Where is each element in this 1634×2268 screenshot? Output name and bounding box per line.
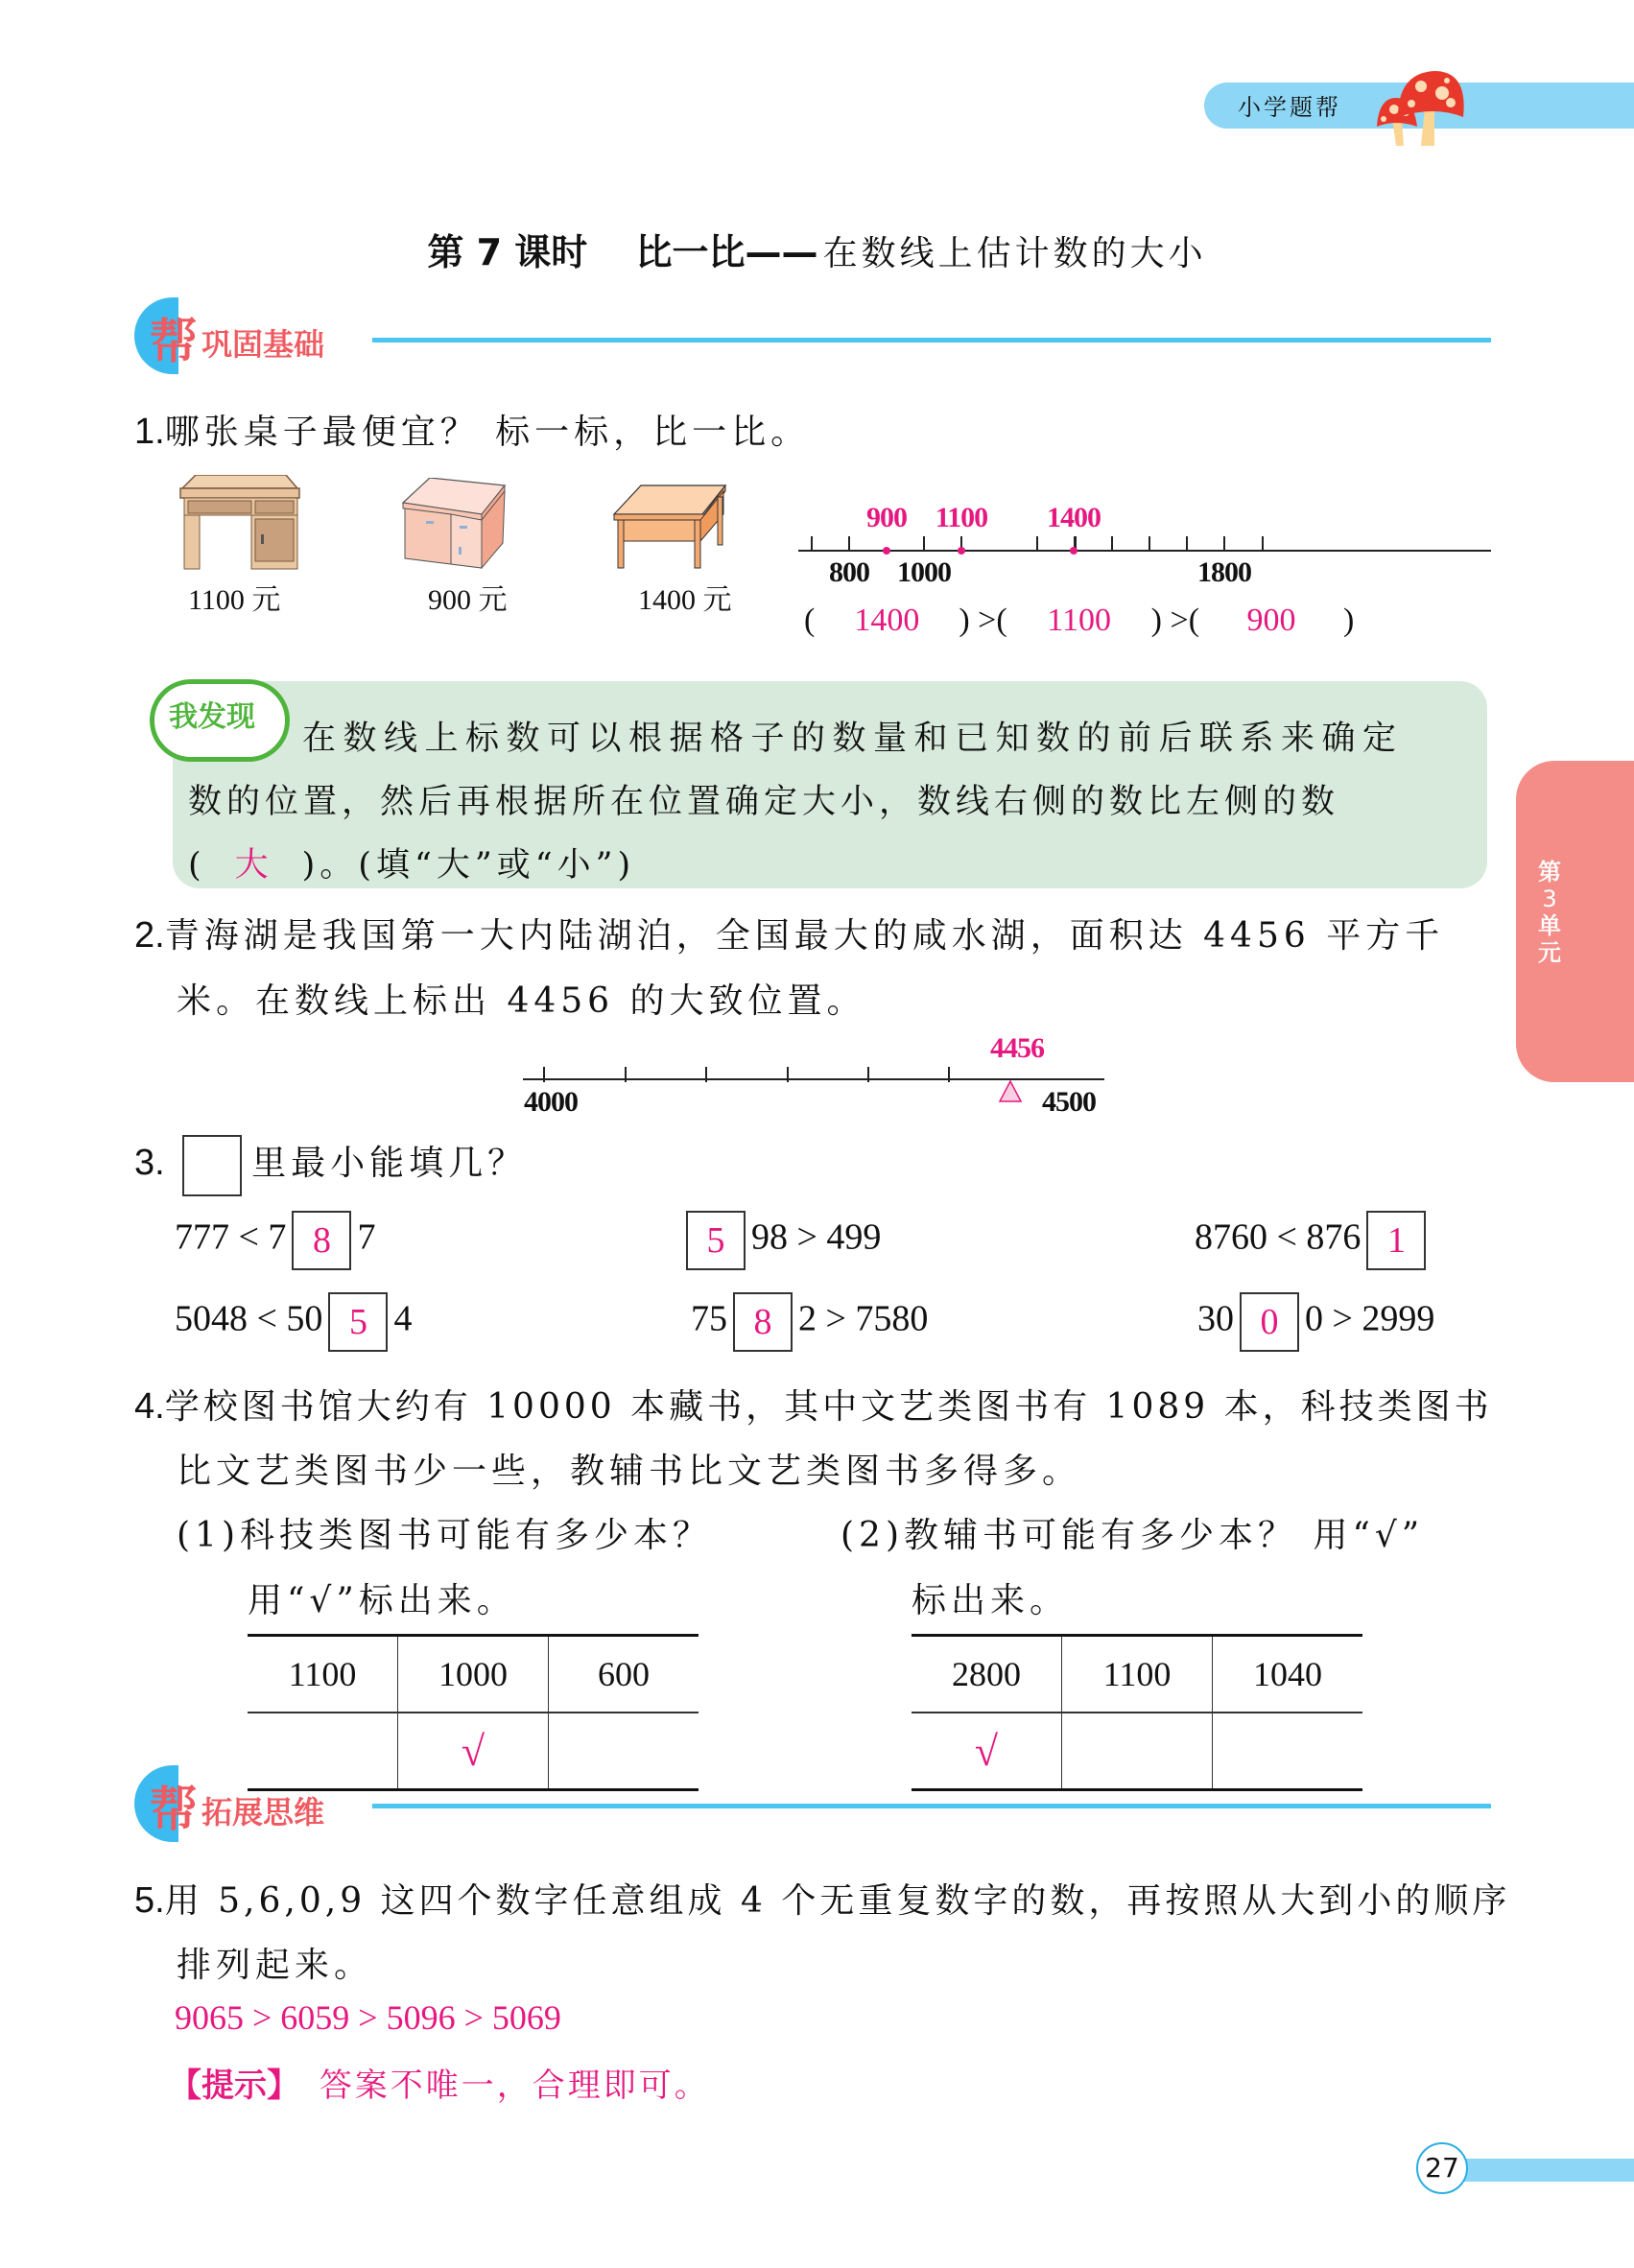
- nl-mark-900: 900: [866, 502, 907, 533]
- hint-text: 答案不唯一，合理即可。: [319, 2067, 710, 2105]
- q3-item-6: 30 0 0 > 2999: [1197, 1292, 1434, 1352]
- section-divider: [372, 1804, 1491, 1808]
- section-bang: 帮: [150, 1782, 198, 1837]
- section-title: 拓展思维: [201, 1794, 325, 1831]
- page-title: [0, 223, 1634, 275]
- question-2-line-2: 米。在数线上标出 4456 的大致位置。: [177, 981, 866, 1021]
- check-cell[interactable]: √: [398, 1713, 549, 1790]
- question-1: 1.哪张桌子最便宜？ 标一标，比一比。: [134, 412, 811, 452]
- hint-label: 【提示】: [169, 2067, 299, 2105]
- answer-box: 0: [1240, 1292, 1299, 1352]
- nl-label-4500: 4500: [1042, 1086, 1096, 1118]
- q4-sub1-line-2: 用“√”标出来。: [248, 1581, 516, 1620]
- brand-label: 小学题帮: [1238, 94, 1341, 121]
- question-4-line-2: 比文艺类图书少一些，教辅书比文艺类图书多得多。: [177, 1452, 1082, 1491]
- desk-price-2: 900 元: [428, 584, 508, 616]
- desk-price-1: 1100 元: [188, 584, 281, 616]
- q3-item-3: 8760 < 876 1: [1195, 1211, 1432, 1270]
- question-3: 3. 里最小能填几？: [134, 1135, 527, 1196]
- mushroom-icon: [1358, 59, 1468, 148]
- table-header: 2800: [912, 1636, 1062, 1713]
- q3-item-4: 5048 < 50 5 4: [175, 1292, 412, 1352]
- table-header: 1100: [1062, 1636, 1213, 1713]
- table-header: 1100: [248, 1636, 398, 1713]
- table-header: 1040: [1213, 1636, 1363, 1713]
- desk-image-1: [173, 475, 307, 571]
- question-5-line-2: 排列起来。: [177, 1946, 374, 1985]
- check-cell[interactable]: [1213, 1713, 1363, 1790]
- question-5-line-1: 5.用 5,6,0,9 这四个数字任意组成 4 个无重复数字的数，再按照从大到小的顺序: [134, 1880, 1511, 1921]
- check-cell[interactable]: [1062, 1713, 1213, 1790]
- lesson-number: 第 7 课时: [427, 231, 588, 273]
- answer-box: 8: [733, 1292, 793, 1352]
- nl-label-1000: 1000: [897, 556, 951, 588]
- triangle-marker-icon: [999, 1080, 1022, 1103]
- discovery-line-1: 在数线上标数可以根据格子的数量和已知数的前后联系来确定: [302, 720, 1404, 758]
- discovery-line-2: 数的位置，然后再根据所在位置确定大小，数线右侧的数比左侧的数: [188, 783, 1340, 821]
- compare-row: ( 1400 ) >( 1100 ) >( 900 ): [804, 602, 1355, 638]
- desk-price-3: 1400 元: [638, 584, 732, 616]
- check-cell[interactable]: √: [912, 1713, 1062, 1790]
- discovery-badge-label: 我发现: [169, 700, 255, 734]
- nl-mark-4456: 4456: [990, 1032, 1044, 1064]
- check-cell[interactable]: [549, 1713, 699, 1790]
- answer-largest: 1400: [854, 602, 920, 638]
- desk-image-2: [401, 478, 507, 569]
- answer-middle: 1100: [1047, 602, 1112, 638]
- section-bang: 帮: [150, 314, 198, 369]
- blank-box-icon: [182, 1135, 242, 1196]
- answer-box: 8: [292, 1211, 351, 1270]
- unit-side-tab-label: 第 3 单 元: [1538, 859, 1561, 966]
- answer-smallest: 900: [1246, 602, 1296, 638]
- nl-mark-1100: 1100: [935, 502, 988, 533]
- answer-box: 5: [328, 1292, 388, 1352]
- discovery-line-3: ( 大 )。(填“大”或“小”): [188, 839, 635, 886]
- check-cell[interactable]: [248, 1713, 398, 1790]
- footer-band: [1463, 2159, 1634, 2182]
- table-header: 600: [549, 1636, 699, 1713]
- lesson-subtitle: 在数线上估计数的大小: [822, 234, 1207, 273]
- discovery-answer: 大: [234, 846, 273, 885]
- desk-image-3: [612, 484, 727, 570]
- nl-label-4000: 4000: [524, 1086, 578, 1118]
- q4-sub2-line-1: (2)教辅书可能有多少本？ 用“√”: [841, 1516, 1425, 1555]
- nl-mark-1400: 1400: [1047, 502, 1101, 533]
- q3-item-2: 5 98 > 499: [686, 1211, 881, 1270]
- q5-hint: [169, 2059, 710, 2106]
- q3-item-5: 75 8 2 > 7580: [691, 1292, 928, 1352]
- section-divider: [372, 338, 1491, 343]
- q4-sub1-line-1: (1)科技类图书可能有多少本？: [177, 1516, 712, 1555]
- question-1-text: 哪张桌子最便宜？ 标一标，比一比。: [164, 413, 811, 452]
- q4-table-2: [912, 1634, 1362, 1791]
- page-number: 27: [1416, 2142, 1468, 2194]
- table-header: 1000: [398, 1636, 549, 1713]
- q4-sub2-line-2: 标出来。: [912, 1581, 1070, 1620]
- lesson-topic: 比一比——: [635, 231, 818, 273]
- q3-item-1: 777 < 7 8 7: [175, 1211, 375, 1270]
- question-2-line-1: 2.青海湖是我国第一大内陆湖泊，全国最大的咸水湖，面积达 4456 平方千: [134, 915, 1445, 956]
- section-title: 巩固基础: [201, 326, 325, 363]
- q5-answer: 9065 > 6059 > 5096 > 5069: [175, 1998, 561, 2037]
- question-4-line-1: 4.学校图书馆大约有 10000 本藏书，其中文艺类图书有 1089 本，科技类图书: [134, 1386, 1493, 1427]
- nl-label-1800: 1800: [1197, 556, 1251, 588]
- answer-box: 1: [1366, 1211, 1426, 1270]
- nl-label-800: 800: [829, 556, 869, 588]
- answer-box: 5: [686, 1211, 746, 1270]
- q4-table-1: [248, 1634, 699, 1791]
